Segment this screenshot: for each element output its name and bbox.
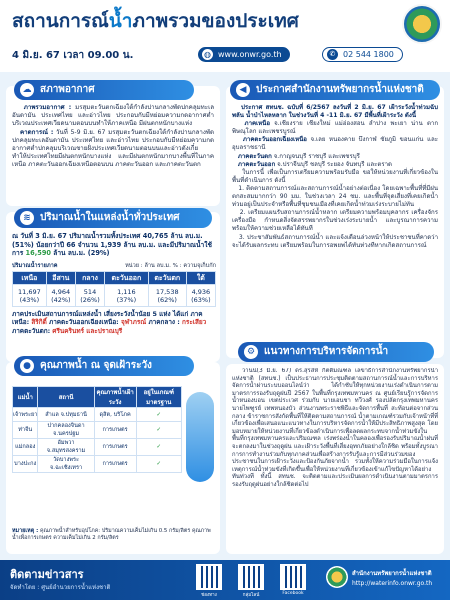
- quality-table: [12, 386, 182, 473]
- col-header-standard: อยู่ในเกณฑ์มาตรฐาน: [136, 387, 181, 408]
- instruction-1: 1. ติดตามสถานการณ์และสถานการณ์น้ำอย่างต่อเนื่อง โดยเฉพาะพื้นที่ที่มีฝนตกสะสมมากกว่า 90 มม. ในช่วงเวลา 24 ชม. และพื้นที่จุดเสี่ยงที่เคยเกิดน้ำท่วมอยู่เป็นประจำหรือพื้นที่ชุมชนเมืองที่เคยเกิดน้ำท่วมเร่งระบายไม่ทัน: [232, 184, 438, 209]
- footnote-text: คุณภาพน้ำสำหรับอุปโภค: ปริมาณความเค็มไม่เกิน 0.5 กรัม/ลิตร คุณภาพน้ำเพื่อการเกษตร ความเค็มไม่เกิน 2 กรัม/ลิตร: [12, 528, 211, 541]
- droplet-icon: ●: [20, 359, 34, 373]
- footer-logo: [326, 566, 348, 588]
- col-header: เหนือ: [13, 272, 47, 285]
- risk-central: กระเสียว: [179, 318, 207, 327]
- col-header: ใต้: [186, 272, 215, 285]
- river-cell: ท่าจีน: [13, 422, 38, 439]
- weather-heading-text: สภาพอากาศ: [40, 84, 95, 95]
- quality-heading: [14, 356, 194, 376]
- quality-row: [13, 456, 182, 473]
- usable-volume: 16,590: [25, 249, 51, 258]
- regional-table-header: [13, 272, 216, 285]
- title-part-2: น้ำ: [108, 10, 133, 32]
- regional-table: [12, 271, 216, 307]
- risk-north: สิริกิติ์: [29, 318, 49, 327]
- instruction-2: 2. เตรียมแผนรับสถานการณ์น้ำหลาก เตรียมความพร้อมบุคลากร เครื่องจักรเครื่องมือ กำหนดสิ่งจัดสรรพยากรในช่วงเร่งระบายน้ำ และบูรณาการความพร้อมให้ความช่วยเหลือได้ทันที: [232, 209, 438, 233]
- storage-summary: [12, 232, 216, 258]
- quality-row: [13, 422, 182, 439]
- instruction-3: 3. ประชาสัมพันธ์สถานการณ์น้ำ และแจ้งเตือนล่วงหน้าให้ประชาชนที่คาดว่าจะได้รับผลกระทบ เตรียมพร้อมในการอพยพได้ทันท่วงทีหากเกิดสถานการณ์: [232, 233, 439, 249]
- footer-website-link[interactable]: http://waterinfo.onwr.go.th: [352, 580, 433, 587]
- risk-west: ศรีนครินทร์ และปราณบุรี: [50, 326, 123, 335]
- management-text: [232, 368, 438, 552]
- quality-table-header: [13, 387, 182, 408]
- qr-code-icon[interactable]: [280, 564, 306, 590]
- website-text: www.onwr.go.th: [218, 50, 282, 59]
- footer-title: ติดตามข่าวสาร: [10, 568, 84, 581]
- website-link[interactable]: [198, 47, 290, 62]
- check-icon: ✓: [136, 422, 181, 439]
- col-header: อีสาน: [46, 272, 75, 285]
- gear-icon: ⚙: [244, 345, 258, 359]
- dam-icon: ≋: [20, 211, 34, 225]
- table-cell: 17,538 (62%): [148, 285, 186, 307]
- area-west: จ.กาญจนบุรี ราชบุรี และเพชรบุรี: [271, 152, 360, 160]
- area-north: จ.เชียงราย เชียงใหม่ แม่ฮ่องสอน ลำปาง พะเยา น่าน ตาก พิษณุโลก และเพชรบูรณ์: [232, 120, 439, 136]
- risk-northeast: จุฬาภรณ์: [118, 318, 149, 327]
- report-date: 4 มิ.ย. 67 เวลา 09.00 น.: [12, 50, 134, 61]
- storage-summary-c: ล้าน ลบ.ม. (29%): [51, 249, 110, 258]
- station-cell: วัดบางพระ จ.ฉะเชิงเทรา: [38, 456, 94, 473]
- footnote-label: หมายเหตุ :: [12, 528, 39, 534]
- area-northeast-label: ภาคตะวันออกเฉียงเหนือ: [242, 136, 307, 144]
- table-cell: 1,116 (37%): [105, 285, 149, 307]
- weather-forecast-text: วันที่ 5-9 มิ.ย. 67 มรสุมตะวันตกเฉียงใต้กำลังปานกลางพัดปกคลุมทะเลอันดามัน ประเทศไทย และอ่าวไทย ประกอบกับมีหย่อมความกดอากาศต่ำปกคลุมบริเวณชายฝั่งประเทศเวียดนามตอนบนและอ่าวตังเกี๋ย ทำให้ประเทศไทยมีฝนตกหนักบางแห่ง และมีฝนตกหนักมากบางพื้นที่ในภาคเหนือ ภาคตะวันออกเฉียงเหนือตอนบน ภาคตะวันออก และภาคตะวันตก: [12, 128, 214, 169]
- col-header-status: คุณภาพน้ำเฝ้าระวัง: [94, 387, 136, 408]
- announcement-instruction: ในการนี้ เพื่อเป็นการเตรียมความพร้อมรับมือ ขอให้หน่วยงานที่เกี่ยวข้องในพื้นที่ดำเนินการ ดังนี้: [232, 168, 439, 184]
- qr-label: Facebook: [282, 591, 304, 596]
- footer-org: สำนักงานทรัพยากรน้ำแห่งชาติ: [352, 570, 432, 577]
- col-header: ตะวันตก: [148, 272, 186, 285]
- phone-text: 02 544 1800: [343, 50, 394, 59]
- river-cell: เจ้าพระยา: [13, 408, 38, 422]
- qr-code-icon[interactable]: [196, 564, 222, 590]
- area-northeast: จ.เลย หนองคาย บึงกาฬ ชัยภูมิ ขอนแก่น และอุบลราชธานี: [232, 136, 438, 152]
- weather-overview-text: มรสุมตะวันตกเฉียงใต้กำลังปานกลางพัดปกคลุมทะเลอันดามัน ประเทศไทย และอ่าวไทย ประกอบกับมีหย่อมความกดอากาศต่ำบริเวณประเทศเวียดนามตอนบนทำให้ภาคเหนือ มีฝนตกหนักบางแห่ง: [12, 104, 214, 128]
- risk-central-label: ภาคกลาง :: [148, 318, 180, 327]
- area-west-label: ภาคตะวันตก: [237, 152, 272, 160]
- onwr-logo: [402, 4, 442, 44]
- qr-label: ช่องทาง: [201, 593, 217, 598]
- status-cell: การเกษตร: [94, 422, 136, 439]
- river-illustration: [186, 392, 214, 482]
- check-icon: ✓: [136, 408, 181, 422]
- risk-note: [12, 310, 216, 335]
- management-heading: [238, 342, 434, 362]
- table-cell: 4,936 (63%): [186, 285, 215, 307]
- station-cell: ปากคลองจินดา จ.นครปฐม: [38, 422, 94, 439]
- check-icon: ✓: [136, 439, 181, 456]
- cloud-icon: ☁: [20, 83, 34, 97]
- quality-table-wrap: [12, 386, 182, 473]
- announcement-heading: [230, 80, 440, 100]
- risk-note-intro: ภาคประเมินสถานการณ์แหล่งน้ำ เสี่ยงระวังน้ำน้อย 5 แห่ง ได้แก่: [12, 310, 191, 318]
- table-cell: 514 (26%): [75, 285, 104, 307]
- river-cell: แม่กลอง: [13, 439, 38, 456]
- col-header: กลาง: [75, 272, 104, 285]
- table-cell: 4,964 (42%): [46, 285, 75, 307]
- check-icon: ✓: [136, 456, 181, 473]
- regional-table-wrap: [12, 271, 216, 307]
- announcement-text: [232, 104, 438, 250]
- qr-label: กลุ่มไลน์: [242, 593, 260, 598]
- col-header-river: แม่น้ำ: [13, 387, 38, 408]
- storage-heading: [14, 208, 212, 228]
- table-unit: หน่วย : ล้าน ลบ.ม. % : ความจุเก็บกัก: [125, 263, 216, 269]
- page-title: [12, 6, 299, 36]
- status-cell: ดุสิต, บริโภค: [94, 408, 136, 422]
- quality-heading-text: คุณภาพน้ำ ณ จุดเฝ้าระวัง: [40, 360, 152, 371]
- risk-west-label: ภาคตะวันตก:: [12, 326, 51, 335]
- storage-heading-text: ปริมาณน้ำในแหล่งน้ำทั่วประเทศ: [40, 212, 180, 223]
- col-header: ตะวันออก: [105, 272, 149, 285]
- announcement-ref: ประกาศ สทนช. ฉบับที่ 6/2567: [241, 104, 330, 111]
- weather-text: [12, 104, 214, 170]
- status-cell: การเกษตร: [94, 439, 136, 456]
- weather-overview-label: ภาพรวมอากาศ :: [23, 104, 72, 111]
- management-heading-text: แนวทางการบริหารจัดการน้ำ: [264, 346, 389, 357]
- risk-northeast-label: ภาคตะวันออกเฉียงเหนือ:: [48, 318, 119, 327]
- regional-table-row: [13, 285, 216, 307]
- announcement-intro: ลงวันที่ 2 มิ.ย. 67 เฝ้าระวังน้ำท่วมฉับพลัน น้ำป่าไหลหลาก ในช่วงวันที่ 4 -11 มิ.ย. 67 มีพื้นที่เฝ้าระวัง ดังนี้: [232, 104, 438, 120]
- area-east: จ.ปราจีนบุรี ชลบุรี ระยอง จันทบุรี และตราด: [275, 160, 392, 168]
- station-cell: สำแล จ.ปทุมธานี: [38, 408, 94, 422]
- risk-north-label: ภาคเหนือ:: [12, 310, 203, 327]
- title-part-1: สถานการณ์: [12, 10, 109, 32]
- area-north-label: ภาคเหนือ: [244, 120, 270, 128]
- table-caption: ปริมาณน้ำรายภาค: [12, 263, 58, 269]
- area-east-label: ภาคตะวันออก: [237, 160, 276, 168]
- station-cell: อัมพวา จ.สมุทรสงคราม: [38, 439, 94, 456]
- col-header-station: สถานี: [38, 387, 94, 408]
- weather-heading: [14, 80, 194, 100]
- phone-link[interactable]: [322, 47, 403, 62]
- status-cell: การเกษตร: [94, 456, 136, 473]
- table-cell: 11,697 (43%): [13, 285, 47, 307]
- title-part-3: ภาพรวมของประเทศ: [132, 10, 299, 32]
- table-caption-row: [12, 262, 216, 270]
- quality-footnote: [12, 528, 216, 542]
- river-cell: บางปะกง: [13, 456, 38, 473]
- weather-forecast-label: คาดการณ์ :: [20, 128, 54, 136]
- globe-icon: ◍: [202, 49, 213, 60]
- storage-summary-a: ณ วันที่ 3 มิ.ย. 67 ปริมาณน้ำรวมทั้งประเทศ 40,765 ล้าน ลบ.ม. (51%) น้อยกว่าปี 66 จำนวน 1,939 ล้าน ลบ.ม. และมีปริมาณน้ำใช้การ: [12, 232, 212, 258]
- quality-row: [13, 408, 182, 422]
- phone-icon: ✆: [327, 49, 338, 60]
- management-body: วานนี้(3 มิ.ย. 67) ดร.สุรสีห์ กิตติมณฑล เลขาธิการสำนักงานทรัพยากรน้ำแห่งชาติ (สทนช.) เป็นประธานการประชุมติดตามสถานการณ์น้ำและการบริหารจัดการน้ำผ่านระบบออนไลน์ว่า ได้กำชับให้ทุกหน่วยงานเร่งดำเนินการตามมาตรการรองรับฤดูฝนปี 2567 ในพื้นที่กรุงเทพมหานคร ณ ศูนย์เรียนรู้การจัดการน้ำหนองบอน เขตประเวศ ร่วมกับ นายเอนชา ทวีวงศ์ รองปลัดกรุงเทพมหานคร นายไพฑูรย์ เทพหนองบัว ส่วนงานพระราชพิธีและจัดการพื้นที่ สะท้อนต่อจากส่วนกลาง ข้าราชการสังกัดพื้นที่ให้ติดตามสถานการณ์ น้ำตามเกณฑ์รวมกับเจ้าหน้าที่ที่เกี่ยวข้องเพื่อเสนอแนะแนวทางในการบริหารจัดการน้ำให้มีประสิทธิภาพสูงสุด โดยมอบหมายให้หน่วยงานที่เกี่ยวข้องดำเนินการเพื่อลดผลกระทบจากน้ำท่วมขังในพื้นที่กรุงเทพมหานครและปริมณฑล เร่งพร่องน้ำในคลองเพื่อรองรับปริมาณน้ำฝนที่จะตกลงมาในช่วงฤดูฝน และเฝ้าระวังพื้นที่เสี่ยงอุทกภัยอย่างใกล้ชิด พร้อมทั้งบูรณาการการทำงานร่วมกับทุกภาคส่วนเพื่อสร้างการรับรู้และการมีส่วนร่วมของประชาชนในการเฝ้าระวังและป้องกันภัยจากน้ำ รวมทั้งให้ความร่วมมือในการแจ้งเหตุการณ์น้ำท่วมขังที่เกิดขึ้นเพื่อให้หน่วยงานที่เกี่ยวข้องเข้าแก้ไขปัญหาได้อย่างทันท่วงที ทั้งนี้ สทนช. จะติดตามและประเมินผลการดำเนินงานตามมาตรการรองรับฤดูฝนอย่างใกล้ชิดต่อไป: [232, 368, 438, 488]
- qr-code-icon[interactable]: [238, 564, 264, 590]
- announcement-heading-text: ประกาศสำนักงานทรัพยากรน้ำแห่งชาติ: [256, 84, 424, 95]
- quality-row: [13, 439, 182, 456]
- footer-credit: จัดทำโดย : ศูนย์อำนวยการน้ำแห่งชาติ: [10, 584, 111, 591]
- megaphone-icon: ◀: [236, 83, 250, 97]
